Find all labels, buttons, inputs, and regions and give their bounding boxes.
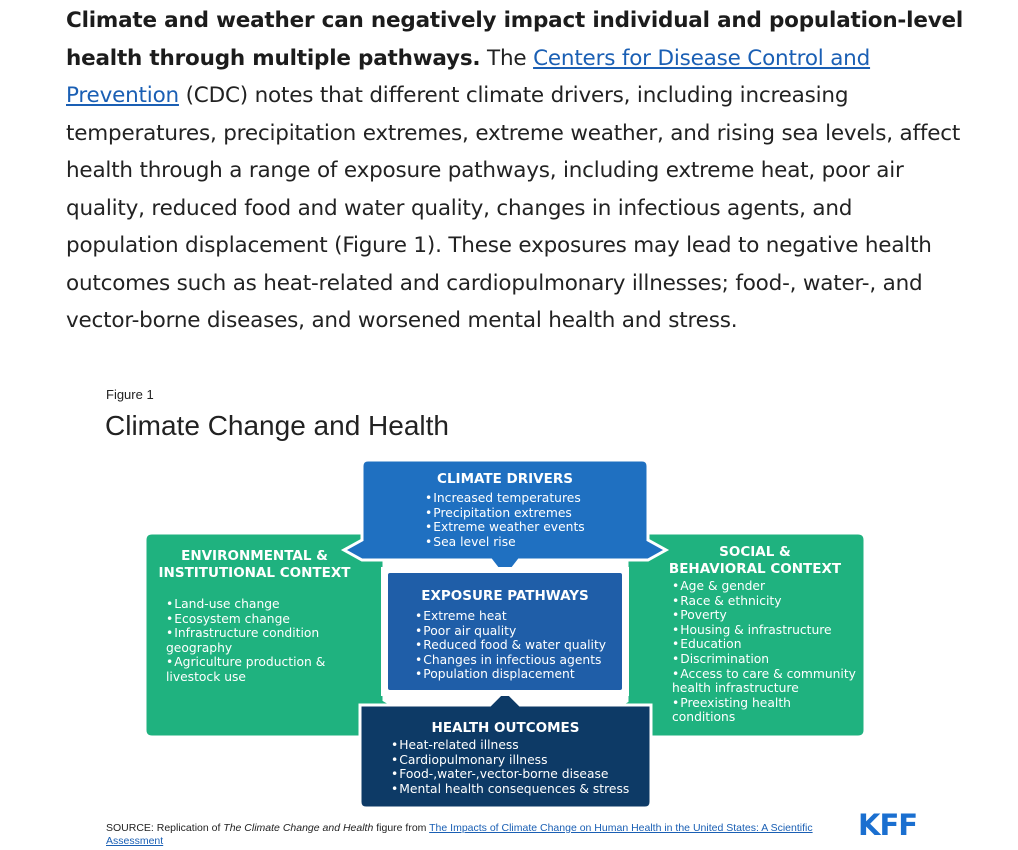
list-item: • Cardiopulmonary illness bbox=[391, 753, 646, 768]
list-item: • Poverty bbox=[672, 608, 858, 623]
list-item: • Population displacement bbox=[415, 667, 620, 682]
source-prefix: SOURCE: Replication of bbox=[106, 822, 224, 834]
outcomes-list bbox=[391, 738, 646, 796]
list-item: • Discrimination bbox=[672, 652, 858, 667]
text-after-link: (CDC) notes that different climate drivers, including increasing temperatures, precipitation extremes, extreme weather, and rising sea levels, affect health through a range of exposure pathways, including extreme heat, poor air quality, reduced food and water quality, changes in infectious agents, and population displacement (Figure 1). These exposures may lead to negative health outcomes such as heat-related and cardiopulmonary illnesses; food-, water-, and vector-borne diseases, and worsened mental health and stress. bbox=[66, 83, 961, 333]
climate-drivers-list bbox=[425, 491, 635, 549]
outcomes-heading: HEALTH OUTCOMES bbox=[431, 720, 580, 736]
list-item: • Extreme heat bbox=[415, 609, 620, 624]
list-item: • Housing & infrastructure bbox=[672, 623, 858, 638]
list-item: • Race & ethnicity bbox=[672, 594, 858, 609]
exposure-text bbox=[388, 588, 622, 605]
list-item: • Food-,water-,vector-borne disease bbox=[391, 767, 646, 782]
figure-label: Figure 1 bbox=[106, 387, 154, 402]
exposure-list bbox=[415, 609, 620, 682]
list-item: • Education bbox=[672, 637, 858, 652]
cdc-link[interactable]: Centers for Disease Control and Prevention bbox=[66, 45, 871, 108]
list-item: • Ecosystem change bbox=[166, 612, 338, 627]
social-heading-line1: SOCIAL & bbox=[719, 544, 791, 560]
list-item: • Agriculture production & livestock use bbox=[166, 655, 338, 684]
source-note bbox=[106, 822, 826, 848]
lead-sentence: Climate and weather can negatively impact individual and population-level health through multiple pathways. bbox=[66, 8, 964, 71]
list-item: • Preexisting health conditions bbox=[672, 696, 858, 725]
text-before-link: The bbox=[480, 45, 534, 71]
list-item: • Heat-related illness bbox=[391, 738, 646, 753]
figure-title: Climate Change and Health bbox=[105, 410, 449, 441]
social-list bbox=[672, 579, 858, 725]
environmental-text bbox=[152, 548, 357, 581]
list-item: • Age & gender bbox=[672, 579, 858, 594]
list-item: • Increased temperatures bbox=[425, 491, 635, 506]
list-item: • Infrastructure condition geography bbox=[166, 626, 338, 655]
list-item: • Reduced food & water quality bbox=[415, 638, 620, 653]
list-item: • Poor air quality bbox=[415, 624, 620, 639]
exposure-heading: EXPOSURE PATHWAYS bbox=[421, 588, 589, 604]
environmental-heading-line1: ENVIRONMENTAL & bbox=[181, 548, 328, 564]
environmental-list bbox=[166, 597, 338, 685]
climate-drivers-text bbox=[362, 471, 648, 488]
source-middle: figure from bbox=[373, 822, 430, 834]
kff-logo: KFF bbox=[858, 808, 918, 842]
environmental-heading-line2: INSTITUTIONAL CONTEXT bbox=[158, 564, 351, 581]
climate-drivers-heading: CLIMATE DRIVERS bbox=[437, 471, 573, 487]
list-item: • Access to care & community health infrastructure bbox=[672, 667, 858, 696]
source-italic: The Climate Change and Health bbox=[223, 822, 374, 834]
social-heading-line2: BEHAVIORAL CONTEXT bbox=[668, 560, 842, 577]
list-item: • Precipitation extremes bbox=[425, 506, 635, 521]
list-item: • Land-use change bbox=[166, 597, 338, 612]
list-item: • Extreme weather events bbox=[425, 520, 635, 535]
list-item: • Changes in infectious agents bbox=[415, 653, 620, 668]
list-item: • Mental health consequences & stress bbox=[391, 782, 646, 797]
outcomes-text bbox=[360, 720, 651, 737]
list-item: • Sea level rise bbox=[425, 535, 635, 550]
source-link[interactable]: The Impacts of Climate Change on Human Health in the United States: A Scientific Assessment bbox=[106, 822, 813, 847]
social-text bbox=[655, 544, 855, 577]
